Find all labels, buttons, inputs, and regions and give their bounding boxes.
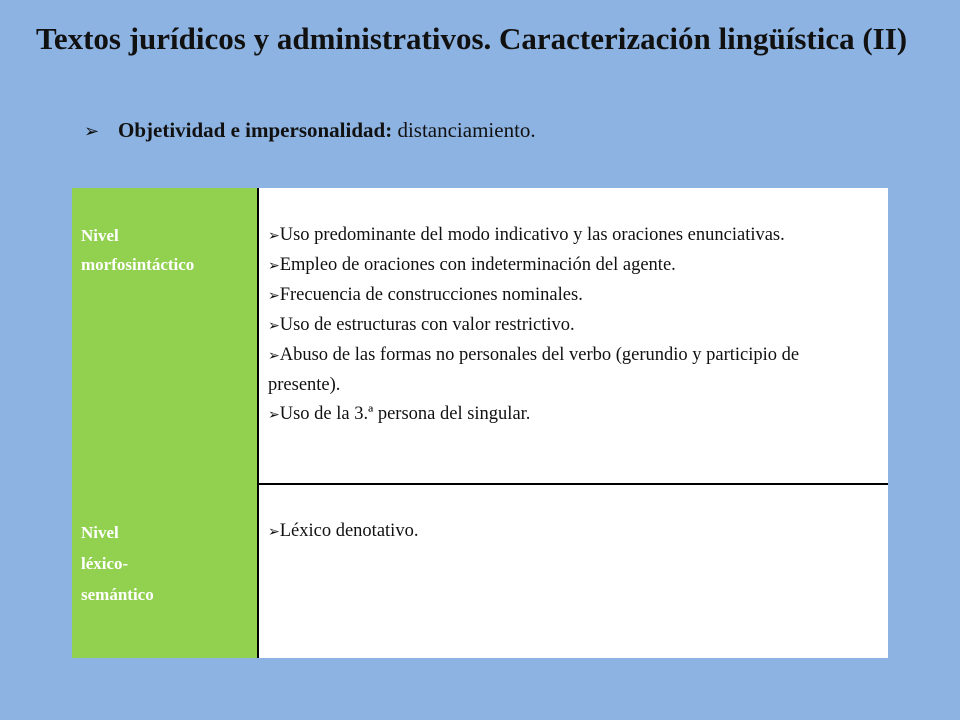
list-item <box>268 400 868 430</box>
row-label-line: Nivel <box>81 226 119 245</box>
list-item-text: Léxico denotativo. <box>279 521 419 541</box>
list-item-text: Uso de la 3.ª persona del singular. <box>279 404 531 424</box>
arrow-bullet-icon: ➢ <box>268 524 280 540</box>
row-label-line: Nivel <box>81 523 119 542</box>
row-content <box>268 221 868 430</box>
list-item-text: Uso predominante del modo indicativo y las oraciones enunciativas. <box>279 225 785 245</box>
arrow-bullet-icon: ➢ <box>268 258 280 274</box>
row-label <box>81 221 194 279</box>
subtitle-rest: distanciamiento. <box>392 118 536 142</box>
arrow-bullet-icon: ➢ <box>84 121 100 142</box>
list-item-text: Frecuencia de construcciones nominales. <box>279 285 583 305</box>
page-title: Textos jurídicos y administrativos. Caracterización lingüística (II) <box>36 21 908 56</box>
row-label-line: léxico- <box>81 554 129 573</box>
list-item <box>268 221 868 251</box>
subtitle-bold: Objetividad e impersonalidad: <box>118 118 393 142</box>
row-content <box>268 517 868 547</box>
arrow-bullet-icon: ➢ <box>268 318 280 334</box>
features-table <box>72 188 888 658</box>
list-item-text: Uso de estructuras con valor restrictivo. <box>279 315 575 335</box>
row-label-line: morfosintáctico <box>81 255 195 274</box>
arrow-bullet-icon: ➢ <box>268 348 280 364</box>
table-row-lexico-semantico <box>72 484 888 658</box>
arrow-bullet-icon: ➢ <box>268 407 280 423</box>
arrow-bullet-icon: ➢ <box>268 288 280 304</box>
arrow-bullet-icon: ➢ <box>268 228 280 244</box>
subtitle-bullet-line <box>84 118 536 143</box>
list-item <box>268 341 868 400</box>
list-item <box>268 281 868 311</box>
list-item <box>268 311 868 341</box>
list-item <box>268 517 868 547</box>
list-item-text: Empleo de oraciones con indeterminación del agente. <box>279 255 676 275</box>
list-item <box>268 251 868 281</box>
row-label-line: semántico <box>81 585 154 604</box>
table-row-morfosintactico <box>72 188 888 484</box>
list-item-text: Abuso de las formas no personales del verbo (gerundio y participio de presente). <box>268 345 800 395</box>
row-label <box>81 517 154 610</box>
